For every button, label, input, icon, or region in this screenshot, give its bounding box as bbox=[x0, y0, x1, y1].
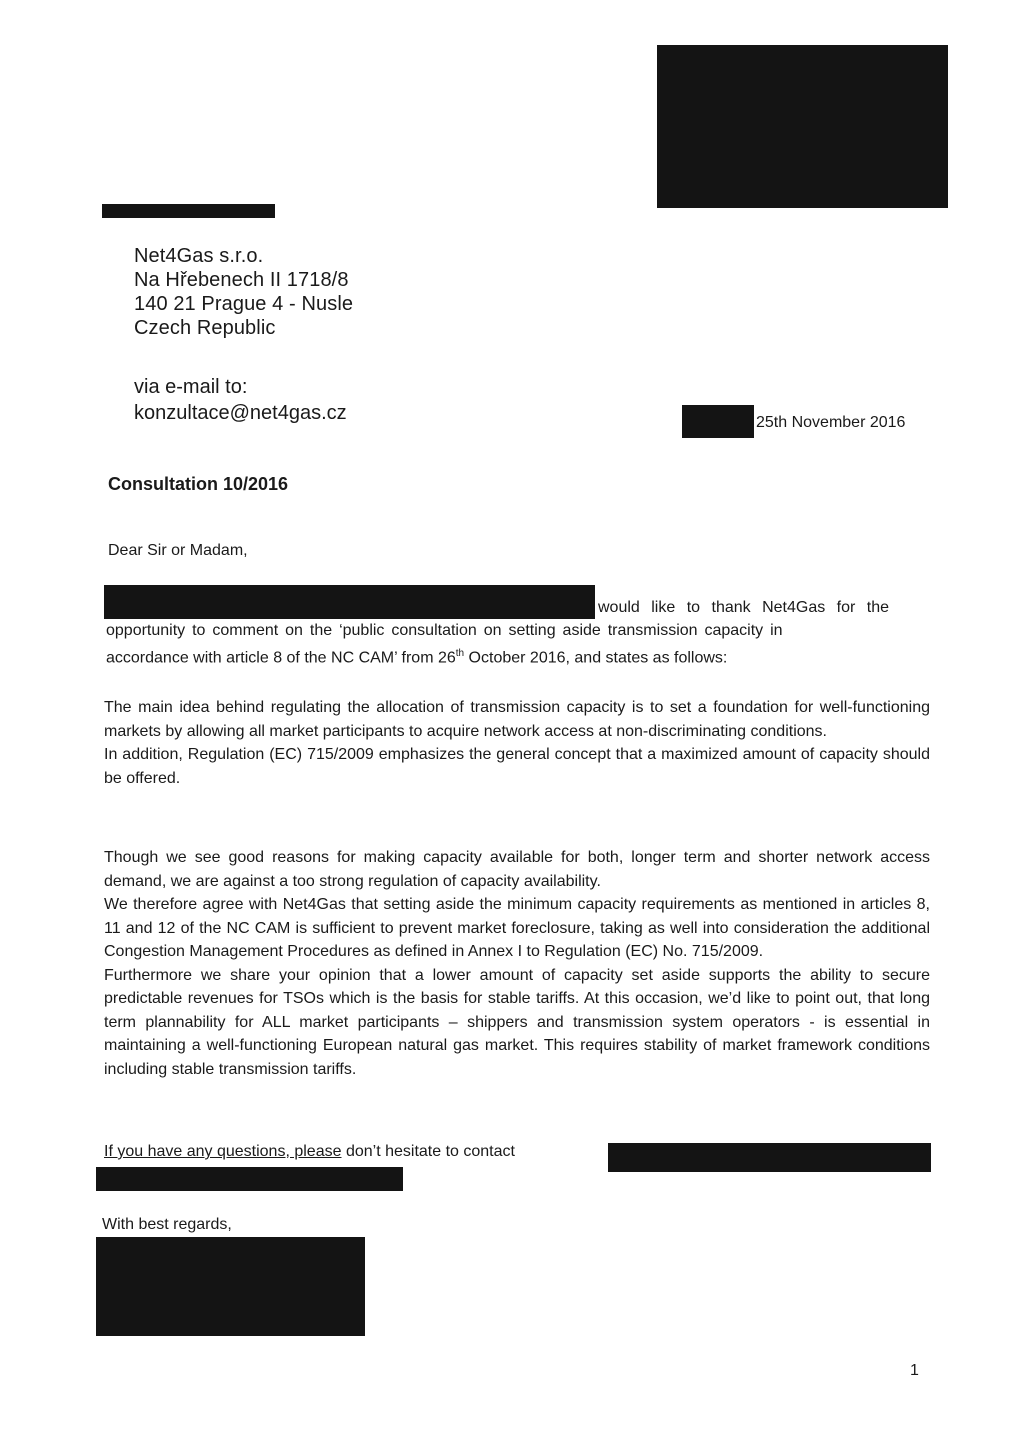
body-paragraph: In addition, Regulation (EC) 715/2009 emphasizes the general concept that a maximized amount of capacity should be offered. bbox=[104, 746, 930, 787]
body-paragraph: Furthermore we share your opinion that a lower amount of capacity set aside supports the ability to secure predictable revenues for TSOs which is the basis for stable tariffs. At this occasion, we’d like to point out, that long term plannability for ALL market participants – shippers and transmission system operators - is essential in maintaining a well-functioning European natural gas market. This requires stability of market framework conditions including stable transmission tariffs. bbox=[104, 966, 930, 1078]
intro-line-1: would like to thank Net4Gas for the bbox=[598, 599, 890, 616]
delivery-label: via e-mail to: bbox=[134, 376, 248, 398]
redacted-contact-name bbox=[608, 1143, 931, 1172]
letter-date: 25th November 2016 bbox=[756, 414, 906, 431]
intro-line-2: opportunity to comment on the ‘public consultation on setting aside transmission capacity in bbox=[106, 622, 783, 639]
salutation: Dear Sir or Madam, bbox=[108, 542, 248, 559]
redacted-company-name bbox=[104, 585, 595, 619]
delivery-email: konzultace@net4gas.cz bbox=[134, 402, 347, 424]
redacted-letterhead-block bbox=[657, 45, 948, 208]
recipient-line: Na Hřebenech II 1718/8 bbox=[134, 269, 349, 291]
body-block-2 bbox=[104, 846, 930, 1081]
recipient-line: Net4Gas s.r.o. bbox=[134, 245, 264, 267]
letter-subject: Consultation 10/2016 bbox=[108, 474, 289, 494]
contact-sentence bbox=[104, 1143, 515, 1161]
intro-line-3 bbox=[106, 648, 727, 667]
ordinal-suffix: th bbox=[455, 648, 465, 659]
contact-underlined-text: If you have any questions, please bbox=[104, 1143, 342, 1160]
body-paragraph: The main idea behind regulating the allocation of transmission capacity is to set a foundation for well-functioning markets by allowing all market participants to acquire network access at non-discriminating conditions. bbox=[104, 699, 930, 740]
page-number: 1 bbox=[910, 1362, 919, 1379]
contact-text: don’t hesitate to contact bbox=[341, 1143, 515, 1160]
intro-line-3-start: accordance with article 8 of the NC CAM’ from 26 bbox=[106, 649, 456, 667]
intro-line-3-end: October 2016, and states as follows: bbox=[464, 649, 728, 667]
delivery-info bbox=[134, 374, 347, 426]
redacted-signature bbox=[96, 1237, 365, 1336]
redacted-sender-line bbox=[102, 204, 275, 218]
redacted-location bbox=[682, 405, 754, 438]
recipient-address bbox=[134, 244, 353, 340]
recipient-line: Czech Republic bbox=[134, 317, 276, 339]
recipient-line: 140 21 Prague 4 - Nusle bbox=[134, 293, 354, 315]
closing: With best regards, bbox=[102, 1216, 232, 1233]
body-paragraph: We therefore agree with Net4Gas that setting aside the minimum capacity requirements as mentioned in articles 8, 11 and 12 of the NC CAM is sufficient to prevent market foreclosure, taking as well into consideration the additional Congestion Management Procedures as defined in Annex I to Regulation (EC) No. 715/2009. bbox=[104, 896, 930, 960]
body-paragraph: Though we see good reasons for making capacity available for both, longer term and shorter network access demand, we are against a too strong regulation of capacity availability. bbox=[104, 849, 930, 890]
redacted-contact-details bbox=[96, 1167, 403, 1191]
body-block-1 bbox=[104, 696, 930, 790]
